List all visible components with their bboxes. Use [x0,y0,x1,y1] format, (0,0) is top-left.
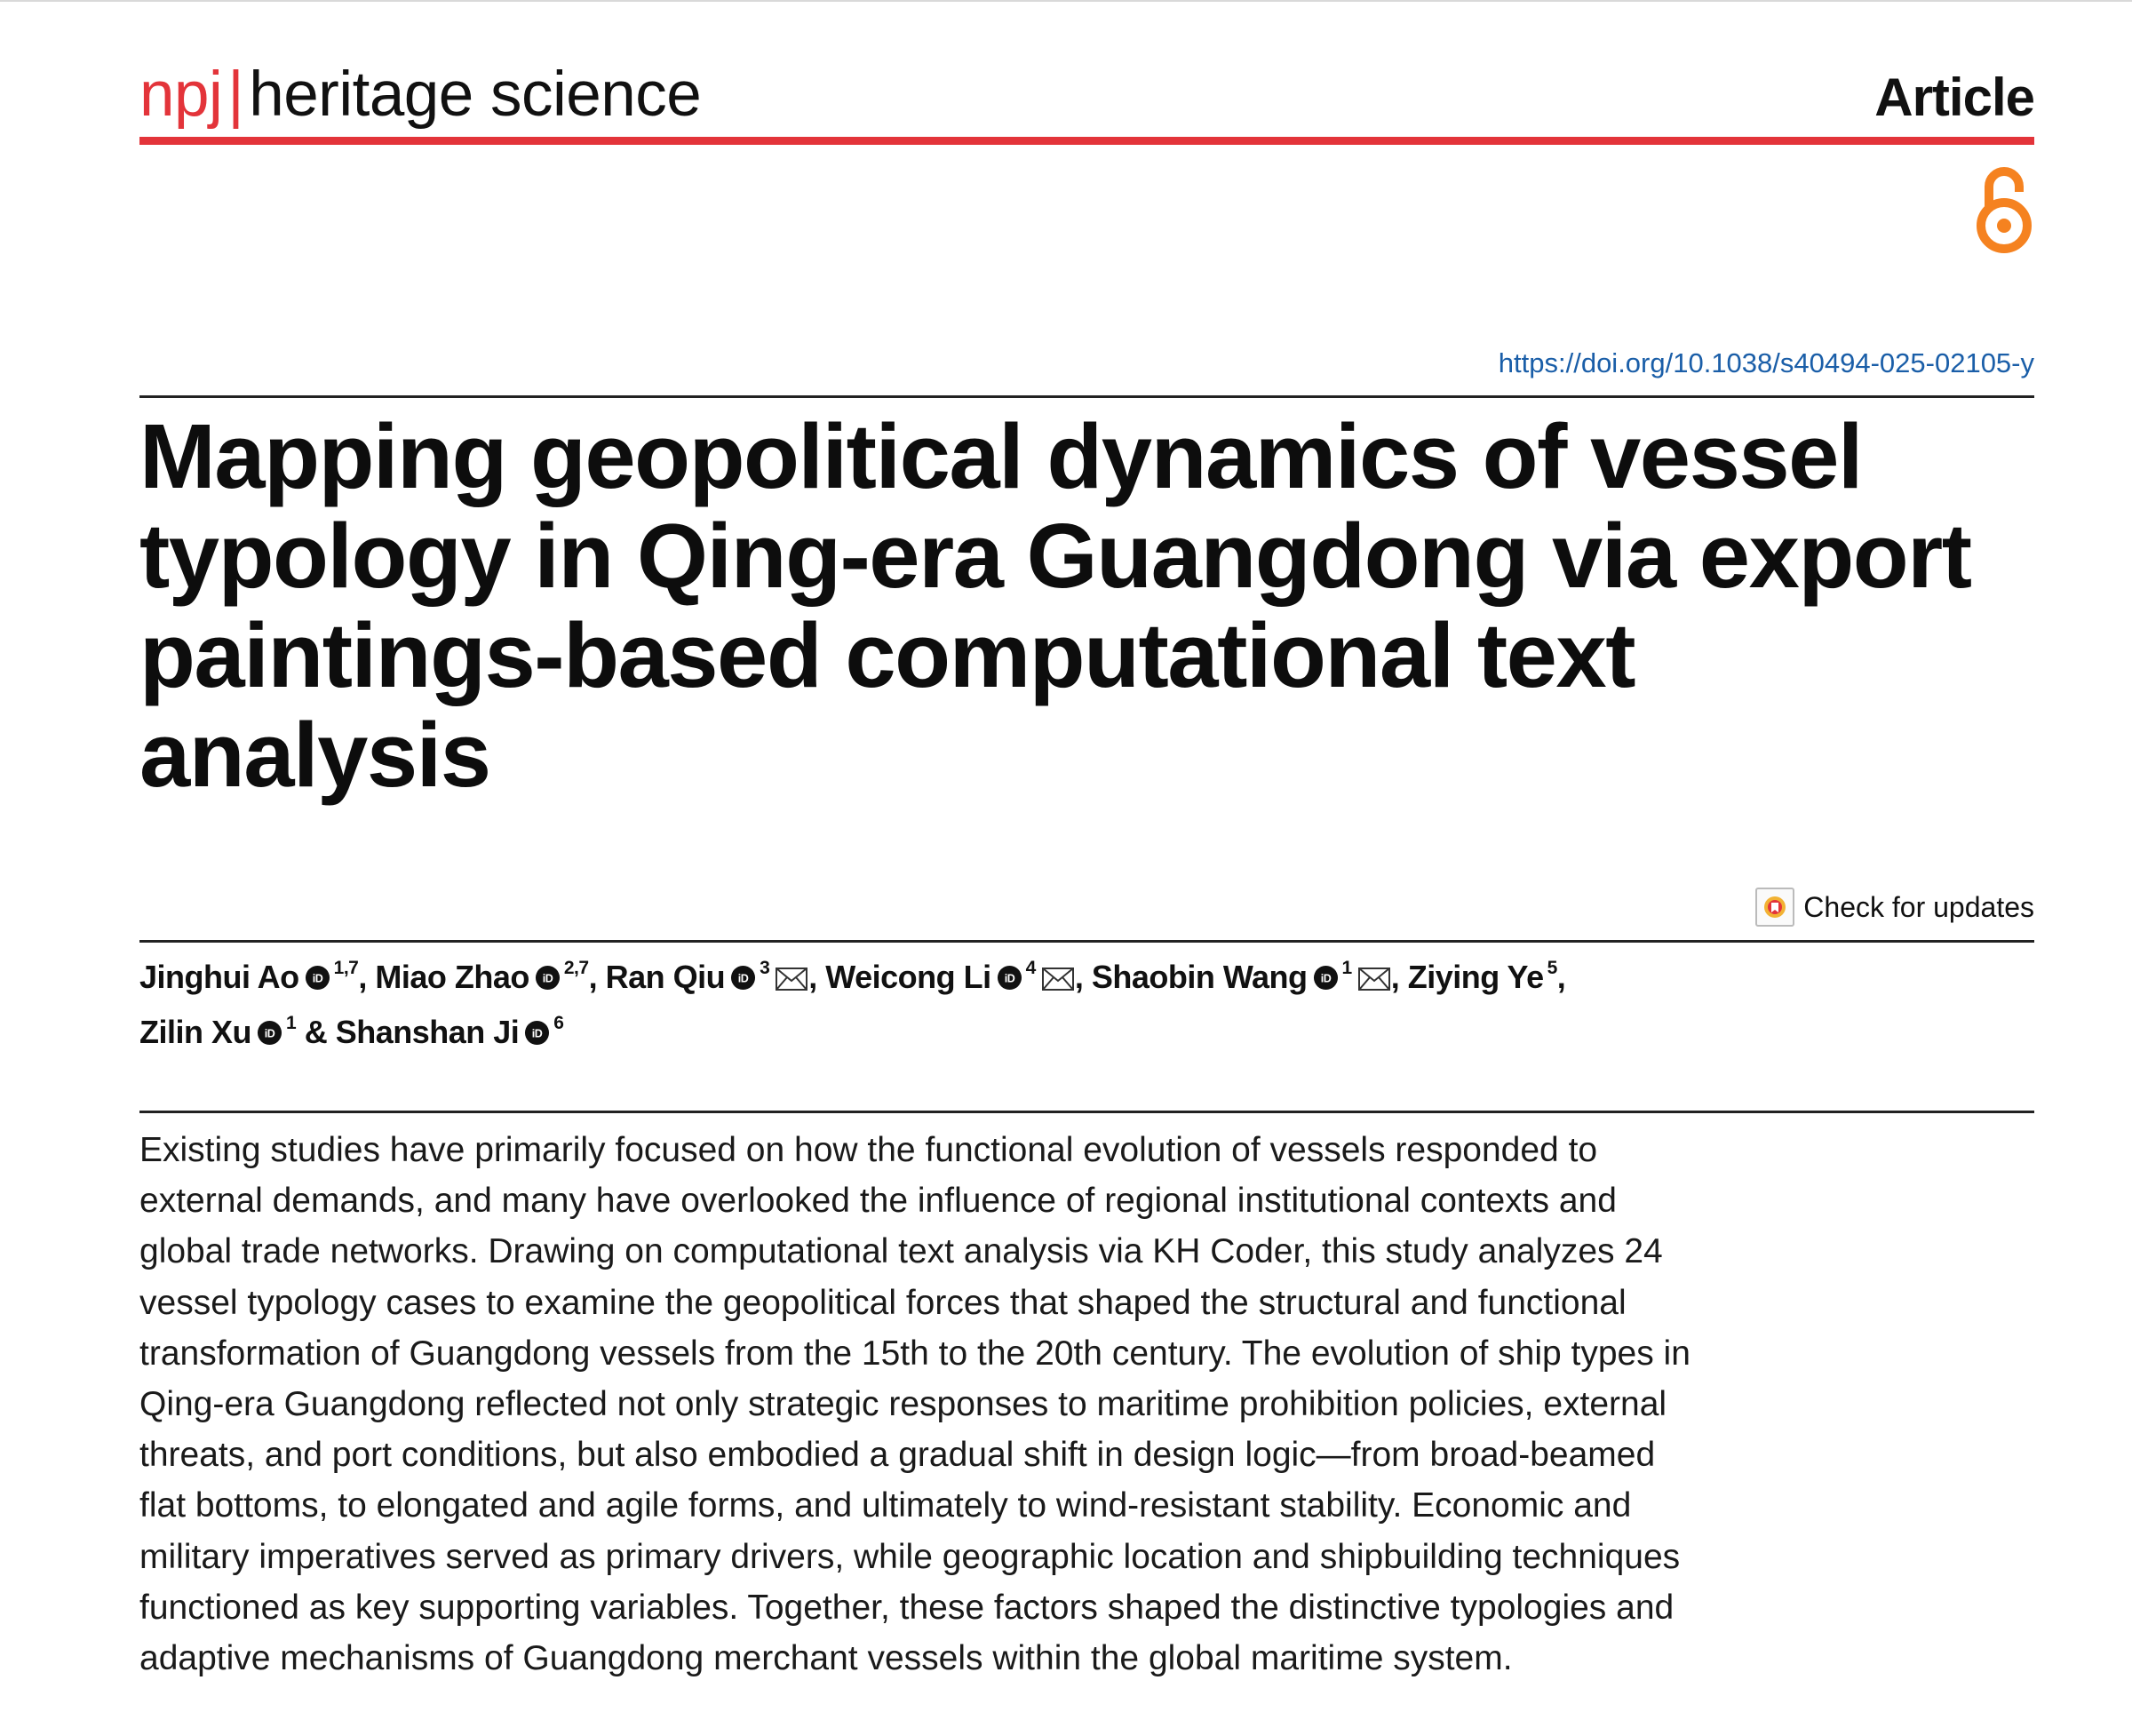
abstract-top-rule [139,1111,2034,1113]
title-line: analysis [139,704,490,806]
check-updates-icon [1755,888,1794,927]
envelope-icon[interactable] [1041,967,1075,991]
author-line-2 [139,1000,2034,1055]
author-name[interactable]: Ziying Ye [1407,959,1544,995]
abstract-line: external demands, and many have overlooked the influence of regional institutional contexts and [139,1182,1617,1221]
author-separator: , [808,959,826,995]
author-affiliation: 3 [760,958,770,978]
article-type-label: Article [1874,68,2034,127]
author-separator: , [358,959,376,995]
author-list [139,945,2034,1055]
orcid-icon[interactable] [305,965,330,991]
abstract-line: functioned as key supporting variables. Together, these factors shaped the distinctive typologies and [139,1588,1675,1627]
abstract-line: threats, and port conditions, but also embodied a gradual shift in design logic—from broad-beamed [139,1436,1656,1475]
authors-top-rule [139,940,2034,943]
author-name[interactable]: Weicong Li [825,959,991,995]
abstract-line: transformation of Guangdong vessels from the 15th to the 20th century. The evolution of ship types in [139,1334,1690,1373]
envelope-icon[interactable] [1357,967,1391,991]
author-separator: , [1074,959,1092,995]
svg-text:iD: iD [531,1027,543,1040]
orcid-icon[interactable] [524,1020,550,1046]
check-for-updates-button[interactable] [1755,885,2034,929]
author-name[interactable]: Zilin Xu [139,1014,251,1050]
svg-text:iD: iD [1004,972,1014,985]
author-name[interactable]: Jinghui Ao [139,959,299,995]
journal-name: heritage science [249,60,702,130]
orcid-icon[interactable] [257,1020,282,1046]
abstract-line: flat bottoms, to elongated and agile forms, and ultimately to wind-resistant stability. Economic and [139,1486,1632,1525]
author-separator: , [1556,959,1566,995]
header-red-rule [139,137,2034,145]
author-affiliation: 1 [1341,958,1352,978]
title-top-rule [139,395,2034,398]
author-affiliation: 1,7 [333,958,359,978]
svg-text:iD: iD [737,972,749,985]
title-line: typology in Qing-era Guangdong via export [139,505,1971,607]
abstract [139,1125,1738,1684]
orcid-icon[interactable] [535,965,561,991]
article-title [139,407,2058,805]
journal-separator: | [227,60,244,130]
svg-text:iD: iD [312,972,322,985]
author-affiliation: 4 [1025,958,1036,978]
author-name[interactable]: Miao Zhao [375,959,529,995]
abstract-line: Qing-era Guangdong reflected not only strategic responses to maritime prohibition policies, external [139,1385,1667,1424]
author-affiliation: 1 [286,1013,297,1033]
author-name[interactable]: Shaobin Wang [1091,959,1308,995]
author-affiliation: 5 [1547,958,1557,978]
author-name[interactable]: Shanshan Ji [335,1014,520,1050]
author-line-1 [139,945,2034,1000]
svg-text:iD: iD [264,1027,275,1040]
abstract-line: global trade networks. Drawing on computational text analysis via KH Coder, this study analyzes 24 [139,1232,1663,1271]
orcid-icon[interactable] [1313,965,1339,991]
check-updates-label: Check for updates [1803,890,2034,923]
open-access-lock-icon [1975,160,2033,256]
author-name[interactable]: Ran Qiu [605,959,726,995]
envelope-icon[interactable] [775,967,808,991]
doi-link[interactable]: https://doi.org/10.1038/s40494-025-02105-y [1498,347,2034,378]
author-separator: , [1390,959,1408,995]
top-border [0,0,2132,2]
abstract-line: Existing studies have primarily focused on how the functional evolution of vessels responded to [139,1131,1598,1169]
abstract-line: vessel typology cases to examine the geopolitical forces that shaped the structural and functional [139,1283,1627,1322]
title-line: Mapping geopolitical dynamics of vessel [139,405,1863,507]
svg-text:iD: iD [1320,972,1331,985]
title-line: paintings-based computational text [139,604,1635,706]
abstract-line: adaptive mechanisms of Guangdong merchant vessels within the global maritime system. [139,1639,1513,1678]
author-separator: , [588,959,606,995]
svg-text:iD: iD [542,972,553,985]
author-separator: & [296,1014,336,1050]
author-affiliation: 6 [553,1013,564,1033]
author-affiliation: 2,7 [563,958,589,978]
journal-title [139,55,701,135]
abstract-line: military imperatives served as primary drivers, while geographic location and shipbuilding techniques [139,1537,1681,1576]
orcid-icon[interactable] [730,965,756,991]
orcid-icon[interactable] [997,965,1022,991]
journal-brand: npj [139,60,223,130]
